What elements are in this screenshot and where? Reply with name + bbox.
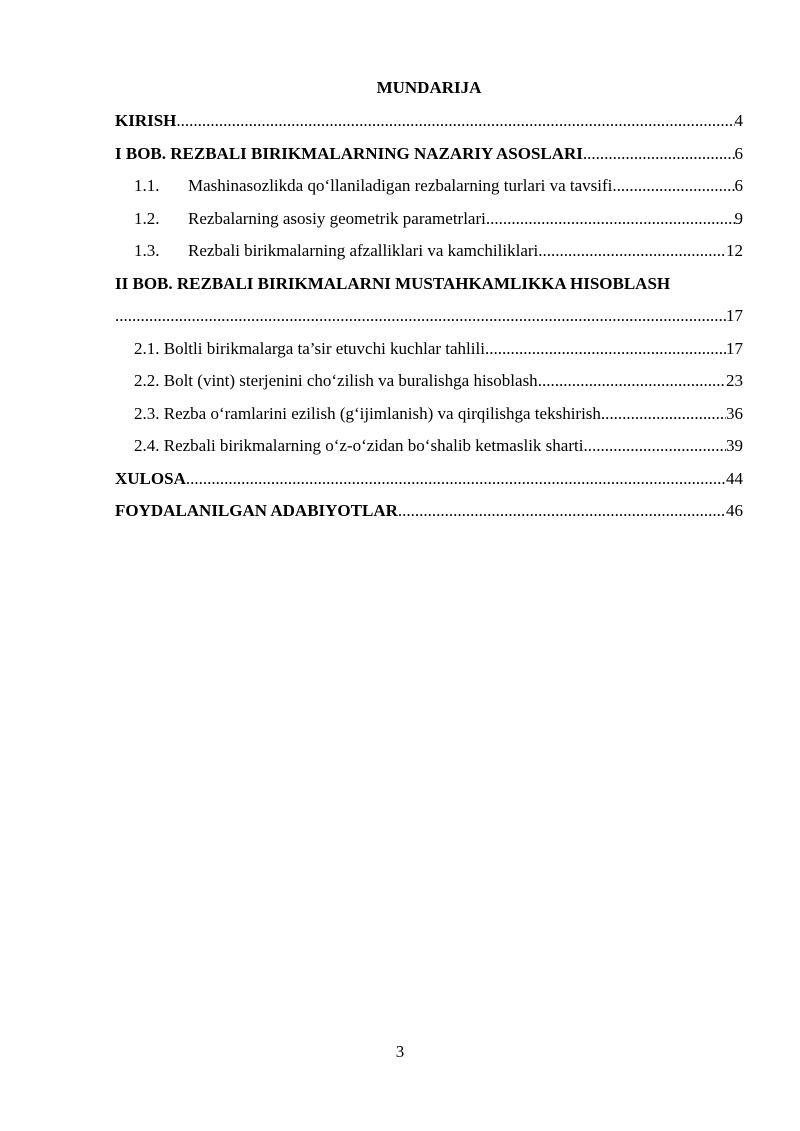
- toc-entry-xulosa: [115, 466, 743, 499]
- toc-entry-number: 1.1.: [134, 176, 160, 195]
- toc-entry-text: 2.2. Bolt (vint) sterjenini cho‘zilish va buralishga hisoblash: [134, 371, 538, 390]
- toc-entry-1-2: [115, 206, 743, 239]
- toc-entry-chapter-2-leader: [115, 303, 743, 336]
- toc-entry-page: 36: [726, 403, 743, 423]
- toc-entry-text: KIRISH: [115, 111, 177, 130]
- dot-leader: [176, 108, 734, 134]
- dot-leader: [485, 336, 726, 362]
- toc-entry-2-2: [115, 368, 743, 401]
- table-of-contents: [115, 108, 743, 531]
- dot-leader: [583, 141, 735, 167]
- toc-entry-text: 2.3. Rezba o‘ramlarini ezilish (g‘ijimlanish) va qirqilishga tekshirish: [134, 403, 601, 423]
- toc-entry-text: 2.1. Boltli birikmalarga ta’sir etuvchi kuchlar tahlili: [134, 338, 485, 358]
- toc-entry-text: Rezbali birikmalarning afzalliklari va kamchiliklari: [188, 241, 539, 260]
- toc-entry-page: 46: [726, 501, 743, 520]
- toc-entry-1-3: [115, 238, 743, 271]
- dot-leader: [612, 173, 734, 199]
- toc-title: MUNDARIJA: [376, 78, 482, 97]
- toc-entry-number: 1.3.: [134, 241, 160, 260]
- toc-entry-kirish: [115, 108, 743, 141]
- toc-entry-text: XULOSA: [115, 468, 186, 488]
- toc-entry-chapter-2: [115, 271, 743, 304]
- dot-leader: [538, 238, 726, 264]
- toc-entry-chapter-1: [115, 141, 743, 174]
- toc-entry-text: I BOB. REZBALI BIRIKMALARNING NAZARIY ASOSLARI: [115, 143, 583, 163]
- toc-entry-page: 23: [726, 371, 743, 390]
- toc-entry-2-1: [115, 336, 743, 369]
- toc-entry-page: 39: [726, 436, 743, 455]
- toc-entry-page: 17: [726, 306, 743, 325]
- toc-entry-2-3: [115, 401, 743, 434]
- toc-entry-page: 44: [726, 468, 743, 488]
- toc-entry-adabiyotlar: [115, 498, 743, 531]
- page-number: 3: [395, 1042, 405, 1061]
- toc-entry-1-1: [115, 173, 743, 206]
- dot-leader: [601, 401, 726, 427]
- dot-leader: [486, 206, 735, 232]
- dot-leader: [583, 433, 726, 459]
- toc-entry-text: FOYDALANILGAN ADABIYOTLAR: [115, 501, 398, 520]
- dot-leader: [186, 466, 726, 492]
- toc-entry-page: 9: [734, 208, 743, 228]
- dot-leader: [115, 303, 726, 329]
- toc-entry-page: 6: [734, 176, 743, 195]
- toc-entry-number: 1.2.: [134, 208, 160, 228]
- toc-entry-page: 12: [726, 241, 743, 260]
- toc-entry-text: Rezbalarning asosiy geometrik parametrlari: [188, 208, 486, 228]
- toc-entry-page: 4: [734, 111, 743, 130]
- toc-entry-page: 17: [726, 338, 743, 358]
- toc-entry-page: 6: [734, 143, 743, 163]
- toc-entry-2-4: [115, 433, 743, 466]
- toc-entry-text: II BOB. REZBALI BIRIKMALARNI MUSTAHKAMLIKKA HISOBLASH: [115, 273, 671, 293]
- toc-entry-text: 2.4. Rezbali birikmalarning o‘z-o‘zidan bo‘shalib ketmaslik sharti: [134, 436, 584, 455]
- dot-leader: [398, 498, 726, 524]
- dot-leader: [538, 368, 726, 394]
- toc-entry-text: Mashinasozlikda qo‘llaniladigan rezbalarning turlari va tavsifi: [188, 176, 613, 195]
